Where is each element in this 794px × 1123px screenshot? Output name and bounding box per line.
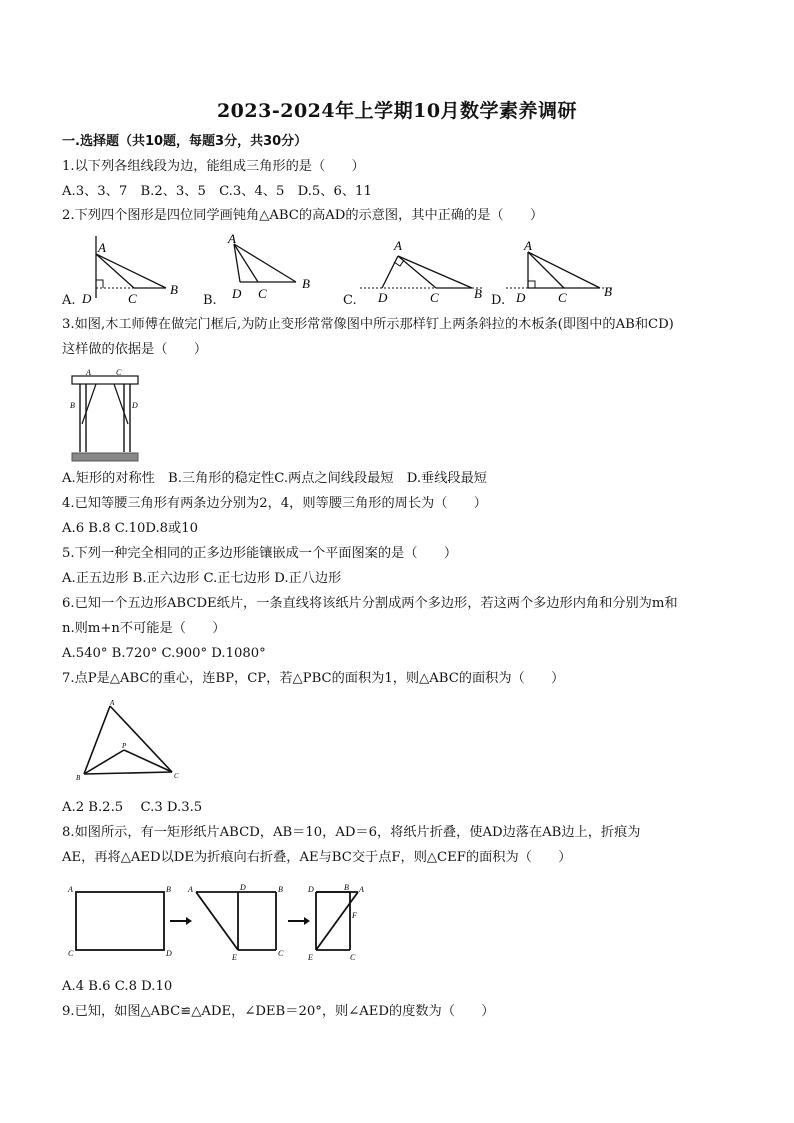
q8-fig1-label-b: B — [166, 885, 171, 894]
q8-fig2-label-a: A — [188, 885, 193, 894]
q2d-label-b: B — [604, 284, 612, 299]
q8-fig2-label-d: D — [240, 883, 246, 892]
q5-stem: 5.下列一种完全相同的正多边形能镶嵌成一个平面图案的是（ ） — [62, 546, 458, 561]
q2a-label-d: D — [82, 291, 92, 306]
q8-fig3-label-e: E — [308, 953, 313, 962]
q7-stem: 7.点P是△ABC的重心，连BP，CP，若△PBC的面积为1，则△ABC的面积为（ ） — [62, 671, 565, 686]
q6-stem-line1: 6.已知一个五边形ABCDE纸片，一条直线将该纸片分割成两个多边形，若这两个多边形内角和分别为m和 — [62, 596, 678, 611]
q8-stem-line1: 8.如图所示，有一矩形纸片ABCD，AB＝10，AD＝6，将纸片折叠，使AD边落在AB边上，折痕为 — [62, 825, 641, 840]
q8-fig3-label-b: B — [344, 883, 349, 892]
q2d-label-a: A — [524, 238, 532, 253]
q8-folding-figure — [66, 884, 376, 962]
q2-figure-d — [506, 236, 618, 306]
section-heading: 一.选择题（共10题，每题3分，共30分） — [62, 134, 308, 149]
q7-triangle-figure — [74, 700, 184, 784]
q3-stem-line2: 这样做的依据是（ ） — [62, 342, 208, 357]
q2-stem: 2.下列四个图形是四位同学画钝角△ABC的高AD的示意图，其中正确的是（ ） — [62, 208, 544, 223]
page-title: 2023-2024年上学期10月数学素养调研 — [216, 100, 578, 122]
q3-label-d: D — [132, 401, 138, 410]
q2b-label-d: D — [232, 286, 242, 301]
q2-figure-c — [360, 236, 490, 306]
q2-option-a-label: A. — [62, 293, 76, 308]
q3-stem-line1: 3.如图,木工师傅在做完门框后,为防止变形常常像图中所示那样钉上两条斜拉的木板条(即图中的AB和CD) — [62, 317, 674, 332]
q6-options: A.540° B.720° C.900° D.1080° — [62, 646, 266, 661]
q3-label-a: A — [86, 368, 91, 377]
q3-options: A.矩形的对称性 B.三角形的稳定性C.两点之间线段最短 D.垂线段最短 — [62, 471, 487, 486]
q4-stem: 4.已知等腰三角形有两条边分别为2，4，则等腰三角形的周长为（ ） — [62, 496, 487, 511]
q2d-label-c: C — [558, 290, 567, 305]
q2-option-c-label: C. — [343, 293, 357, 308]
q2a-label-a: A — [98, 240, 106, 255]
q8-stem-line2: AE，再将△AED以DE为折痕向右折叠，AE与BC交于点F，则△CEF的面积为（ ） — [62, 850, 572, 865]
q4-options: A.6 B.8 C.10D.8或10 — [62, 521, 199, 536]
q8-fig3-label-d: D — [308, 885, 314, 894]
q2c-label-a: A — [394, 238, 402, 253]
q8-fig3-label-c: C — [350, 953, 356, 962]
q8-fig1-label-a: A — [68, 885, 73, 894]
q6-stem-line2: n.则m+n不可能是（ ） — [62, 621, 226, 636]
q2c-label-c: C — [430, 290, 439, 305]
q9-stem: 9.已知，如图△ABC≌△ADE，∠DEB＝20°，则∠AED的度数为（ ） — [62, 1004, 495, 1019]
q2-figure-a — [76, 236, 188, 306]
q1-stem: 1.以下列各组线段为边，能组成三角形的是（ ） — [62, 159, 365, 174]
q7-label-b: B — [76, 774, 81, 782]
q2-option-b-label: B. — [203, 293, 217, 308]
q5-options: A.正五边形 B.正六边形 C.正七边形 D.正八边形 — [62, 571, 342, 586]
q2a-label-c: C — [128, 291, 137, 306]
q7-label-c: C — [174, 772, 179, 780]
q8-fig3-label-f: F — [352, 911, 357, 920]
q2-option-d-label: D. — [491, 293, 506, 308]
q8-fig2-label-b: B — [278, 885, 283, 894]
q2-figure-b — [226, 232, 326, 302]
arrow-right-icon — [304, 917, 310, 925]
q2b-label-b: B — [302, 276, 310, 291]
q8-fig1-label-d: D — [166, 949, 172, 958]
q1-options: A.3、3、7 B.2、3、5 C.3、4、5 D.5、6、11 — [62, 184, 372, 199]
q8-fig1-label-c: C — [68, 949, 74, 958]
q3-label-b: B — [70, 401, 75, 410]
q8-fig3-label-a: A — [359, 885, 364, 894]
q3-door-frame-figure — [68, 366, 148, 464]
q3-label-c: C — [116, 368, 122, 377]
q8-options: A.4 B.6 C.8 D.10 — [62, 979, 173, 994]
q2c-label-d: D — [378, 290, 388, 305]
q2d-label-d: D — [516, 290, 526, 305]
arrow-right-icon — [186, 917, 192, 925]
q8-fig2-label-e: E — [232, 953, 237, 962]
q2c-label-b: B — [474, 286, 482, 301]
q2b-label-c: C — [258, 286, 267, 301]
q7-label-p: P — [122, 742, 127, 750]
q2a-label-b: B — [170, 282, 178, 297]
q2b-label-a: A — [228, 231, 236, 246]
q7-label-a: A — [110, 699, 115, 707]
q7-options: A.2 B.2.5 C.3 D.3.5 — [62, 800, 203, 815]
q8-fig2-label-c: C — [278, 949, 284, 958]
